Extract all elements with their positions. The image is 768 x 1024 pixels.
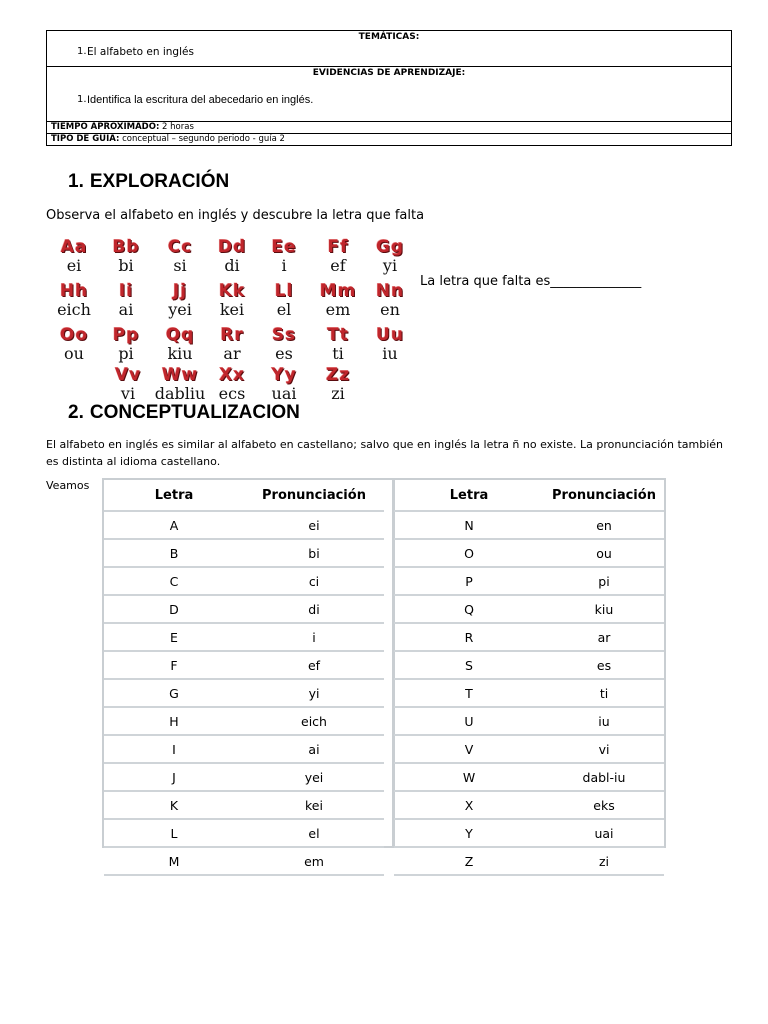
tiempo-label: TIEMPO APROXIMADO: xyxy=(51,122,160,132)
pronunciation-cell: yei xyxy=(304,769,324,785)
letter-pronunciation: ef xyxy=(330,256,346,275)
letter-pair: Rr xyxy=(220,325,244,345)
table-row xyxy=(394,820,664,848)
alphabet-letter-card xyxy=(258,238,310,275)
alphabet-letter-card xyxy=(100,238,152,275)
letter-pronunciation: ai xyxy=(118,300,134,319)
letter-pronunciation: en xyxy=(380,300,400,319)
pronunciation-cell: bi xyxy=(308,545,320,561)
pronunciation-table-left xyxy=(104,480,384,869)
tematicas-item xyxy=(51,46,727,58)
letter-pronunciation: zi xyxy=(331,384,345,403)
table-row xyxy=(104,652,384,680)
letter-cell: G xyxy=(169,685,179,701)
alphabet-letter-card xyxy=(258,366,310,403)
table-row xyxy=(394,652,664,680)
letter-cell: U xyxy=(464,713,474,729)
evidencias-cell xyxy=(47,67,732,122)
table-row xyxy=(104,848,384,876)
letter-pronunciation: eich xyxy=(57,300,91,319)
letter-cell: P xyxy=(465,573,473,589)
letter-pronunciation: ar xyxy=(223,344,241,363)
alphabet-letter-card xyxy=(312,238,364,275)
letter-pair: Gg xyxy=(375,237,405,257)
letter-pair: Nn xyxy=(375,281,405,301)
letter-cell: M xyxy=(168,853,180,869)
letter-pronunciation: em xyxy=(325,300,351,319)
letter-pronunciation: bi xyxy=(118,256,134,275)
letter-pair: Oo xyxy=(59,325,89,345)
pronunciation-table-right xyxy=(394,480,664,869)
letter-cell: W xyxy=(462,769,476,785)
letter-pronunciation: pi xyxy=(118,344,134,363)
pronunciation-cell: uai xyxy=(594,825,614,841)
alphabet-letter-card xyxy=(312,366,364,403)
letter-cell: O xyxy=(464,545,474,561)
pronunciation-cell: vi xyxy=(598,741,610,757)
tematicas-item-text: El alfabeto en inglés xyxy=(87,46,194,58)
letter-pair: Uu xyxy=(376,325,404,345)
table-row xyxy=(394,596,664,624)
tiempo-cell xyxy=(47,122,732,134)
alphabet-letter-card xyxy=(100,326,152,363)
letter-pronunciation: el xyxy=(276,300,292,319)
pronunciation-cell: dabl-iu xyxy=(582,769,626,785)
letter-pronunciation: di xyxy=(224,256,240,275)
pronunciation-table xyxy=(102,478,666,869)
letter-cell: L xyxy=(170,825,178,841)
letter-cell: A xyxy=(169,517,179,533)
pronunciation-cell: eich xyxy=(301,713,327,729)
letter-pair: Dd xyxy=(217,237,247,257)
letter-cell: S xyxy=(465,657,473,673)
letter-cell: I xyxy=(172,741,176,757)
letter-cell: N xyxy=(464,517,474,533)
alphabet-letter-card xyxy=(206,282,258,319)
alphabet-letter-card xyxy=(48,238,100,275)
letter-cell: Z xyxy=(464,853,474,869)
letter-pair: Ll xyxy=(274,281,294,301)
column-header-letra: Letra xyxy=(449,487,489,503)
pronunciation-cell: el xyxy=(308,825,320,841)
alphabet-letter-card xyxy=(154,238,206,275)
letter-pronunciation: yi xyxy=(382,256,398,275)
exploration-instruction: Observa el alfabeto en inglés y descubre la letra que falta xyxy=(46,208,425,223)
letter-pronunciation: iu xyxy=(382,344,398,363)
letter-pronunciation: ei xyxy=(66,256,82,275)
table-row xyxy=(104,708,384,736)
table-row xyxy=(394,624,664,652)
veamos-label: Veamos xyxy=(46,479,90,492)
alphabet-letter-card xyxy=(364,282,416,319)
column-header-letra: Letra xyxy=(154,487,194,503)
pronunciation-cell: yi xyxy=(308,685,320,701)
section-title: CONCEPTUALIZACION xyxy=(89,402,300,423)
letter-pair: Mm xyxy=(319,281,357,301)
letter-pair: Aa xyxy=(60,237,88,257)
tipo-value: conceptual – segundo periodo - guía 2 xyxy=(119,134,285,144)
letter-pair: Qq xyxy=(165,325,195,345)
alphabet-letter-card xyxy=(48,326,100,363)
pronunciation-cell: i xyxy=(312,629,316,645)
table-row xyxy=(104,540,384,568)
evidencias-item xyxy=(51,94,727,106)
letter-cell: T xyxy=(465,685,473,701)
letter-pair: Zz xyxy=(325,365,351,385)
table-row xyxy=(394,764,664,792)
letter-pair: Ee xyxy=(271,237,297,257)
table-row xyxy=(104,764,384,792)
table-row xyxy=(394,568,664,596)
letter-pair: Xx xyxy=(218,365,246,385)
alphabet-letter-card xyxy=(258,326,310,363)
table-row xyxy=(394,848,664,876)
pronunciation-cell: ci xyxy=(308,573,320,589)
table-row xyxy=(104,512,384,540)
letter-cell: B xyxy=(169,545,179,561)
column-header-pronunciacion: Pronunciación xyxy=(552,487,656,503)
letter-cell: Q xyxy=(464,601,474,617)
letter-pair: Yy xyxy=(271,365,297,385)
tematicas-cell xyxy=(47,31,732,67)
letter-pair: Ff xyxy=(327,237,349,257)
section-title: EXPLORACIÓN xyxy=(89,171,230,192)
missing-letter-prompt: La letra que falta es______________ xyxy=(420,274,642,289)
letter-pair: Pp xyxy=(112,325,140,345)
letter-cell: X xyxy=(464,797,474,813)
letter-cell: Y xyxy=(465,825,473,841)
pronunciation-cell: ou xyxy=(596,545,612,561)
pronunciation-cell: pi xyxy=(598,573,610,589)
table-header-row xyxy=(104,480,384,512)
table-row xyxy=(104,568,384,596)
letter-cell: D xyxy=(169,601,179,617)
letter-pair: Vv xyxy=(114,365,142,385)
letter-pronunciation: ou xyxy=(64,344,84,363)
pronunciation-cell: ar xyxy=(597,629,611,645)
alphabet-letter-card xyxy=(312,326,364,363)
evidencias-item-number: 1. xyxy=(77,94,87,105)
pronunciation-cell: eks xyxy=(593,797,615,813)
letter-pair: Tt xyxy=(327,325,349,345)
alphabet-graphic xyxy=(48,238,408,404)
table-row xyxy=(394,540,664,568)
table-row xyxy=(104,792,384,820)
pronunciation-cell: ai xyxy=(308,741,320,757)
table-row xyxy=(394,512,664,540)
section-number: 1. xyxy=(68,171,84,192)
table-row xyxy=(104,624,384,652)
pronunciation-cell: kei xyxy=(305,797,323,813)
guide-header-table xyxy=(46,30,732,146)
letter-pair: Ww xyxy=(161,365,199,385)
alphabet-letter-card xyxy=(100,282,152,319)
letter-pronunciation: ecs xyxy=(218,384,246,403)
alphabet-letter-card xyxy=(154,326,206,363)
letter-cell: F xyxy=(170,657,178,673)
section-number: 2. xyxy=(68,402,84,423)
pronunciation-cell: di xyxy=(308,601,320,617)
letter-pair: Kk xyxy=(218,281,246,301)
section-heading-exploracion xyxy=(68,171,229,193)
alphabet-letter-card xyxy=(258,282,310,319)
table-row xyxy=(394,680,664,708)
concept-paragraph: El alfabeto en inglés es similar al alfabeto en castellano; salvo que en inglés la letra ñ no existe. La pronunciación también es distinta al idioma castellano. xyxy=(46,438,724,468)
letter-cell: J xyxy=(172,769,176,785)
section-heading-conceptualizacion xyxy=(68,402,300,424)
table-header-row xyxy=(394,480,664,512)
pronunciation-cell: es xyxy=(596,657,612,673)
tipo-cell xyxy=(47,134,732,146)
alphabet-letter-card xyxy=(206,366,258,403)
letter-pronunciation: si xyxy=(173,256,187,275)
alphabet-letter-card xyxy=(154,282,206,319)
letter-cell: C xyxy=(169,573,179,589)
letter-pronunciation: yei xyxy=(168,300,192,319)
letter-pair: Bb xyxy=(112,237,140,257)
pronunciation-cell: kiu xyxy=(594,601,614,617)
table-row xyxy=(394,736,664,764)
tiempo-value: 2 horas xyxy=(159,122,194,132)
table-row xyxy=(104,820,384,848)
pronunciation-cell: ef xyxy=(307,657,321,673)
evidencias-item-text: Identifica la escritura del abecedario en inglés. xyxy=(87,94,314,106)
pronunciation-cell: ei xyxy=(308,517,320,533)
alphabet-letter-card xyxy=(312,282,364,319)
table-row xyxy=(104,680,384,708)
alphabet-letter-card xyxy=(102,366,154,403)
table-row xyxy=(394,792,664,820)
letter-cell: E xyxy=(170,629,178,645)
letter-pronunciation: i xyxy=(281,256,287,275)
letter-pair: Jj xyxy=(172,281,188,301)
letter-pair: Ss xyxy=(271,325,297,345)
letter-pronunciation: uai xyxy=(271,384,297,403)
letter-pronunciation: kiu xyxy=(167,344,193,363)
letter-pair: Hh xyxy=(59,281,89,301)
tematicas-item-number: 1. xyxy=(77,46,87,57)
table-row xyxy=(394,708,664,736)
letter-pronunciation: es xyxy=(275,344,293,363)
evidencias-title: EVIDENCIAS DE APRENDIZAJE: xyxy=(312,68,466,78)
alphabet-letter-card xyxy=(364,238,416,275)
letter-pair: Cc xyxy=(167,237,193,257)
letter-cell: H xyxy=(169,713,179,729)
tematicas-title: TEMÁTICAS: xyxy=(358,32,420,42)
letter-pronunciation: dabliu xyxy=(154,384,206,403)
pronunciation-cell: ti xyxy=(599,685,609,701)
letter-cell: K xyxy=(169,797,179,813)
letter-pair: Ii xyxy=(118,281,134,301)
letter-cell: R xyxy=(464,629,474,645)
alphabet-letter-card xyxy=(48,282,100,319)
pronunciation-cell: zi xyxy=(598,853,610,869)
tipo-label: TIPO DE GUIA: xyxy=(51,134,120,144)
pronunciation-cell: em xyxy=(304,853,324,869)
pronunciation-cell: en xyxy=(596,517,612,533)
alphabet-letter-card xyxy=(364,326,416,363)
table-row xyxy=(104,736,384,764)
letter-cell: V xyxy=(464,741,474,757)
alphabet-letter-card xyxy=(206,238,258,275)
letter-pronunciation: vi xyxy=(120,384,136,403)
pronunciation-cell: iu xyxy=(598,713,610,729)
letter-pronunciation: kei xyxy=(219,300,245,319)
column-header-pronunciacion: Pronunciación xyxy=(262,487,366,503)
letter-pronunciation: ti xyxy=(332,344,344,363)
alphabet-letter-card xyxy=(206,326,258,363)
table-row xyxy=(104,596,384,624)
alphabet-letter-card xyxy=(154,366,206,403)
